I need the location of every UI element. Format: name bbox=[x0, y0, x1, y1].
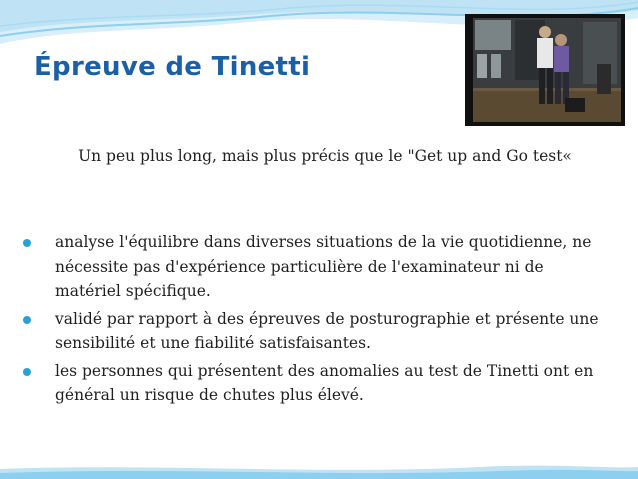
slide-title: Épreuve de Tinetti bbox=[34, 52, 311, 82]
bullet-dot-icon bbox=[23, 368, 31, 376]
bullet-item bbox=[22, 307, 612, 356]
bullet-dot-icon bbox=[23, 239, 31, 247]
clinical-photo-icon bbox=[465, 14, 625, 126]
footer-wave-decoration bbox=[0, 463, 638, 479]
bullet-list bbox=[22, 230, 612, 411]
bullet-text: les personnes qui présentent des anomalies au test de Tinetti ont en général un risque de chutes plus élevé. bbox=[55, 361, 594, 404]
bullet-text: validé par rapport à des épreuves de posturographie et présente une sensibilité et une fiabilité satisfaisantes. bbox=[55, 309, 599, 352]
clinical-photo bbox=[465, 14, 625, 126]
slide-subtitle: Un peu plus long, mais plus précis que le "Get up and Go test« bbox=[78, 147, 572, 165]
bullet-dot-icon bbox=[23, 316, 31, 324]
bullet-item bbox=[22, 230, 612, 304]
bullet-item bbox=[22, 359, 612, 408]
bullet-text: analyse l'équilibre dans diverses situations de la vie quotidienne, ne nécessite pas d'expérience particulière de l'examinateur ni de matériel spécifique. bbox=[55, 233, 592, 300]
